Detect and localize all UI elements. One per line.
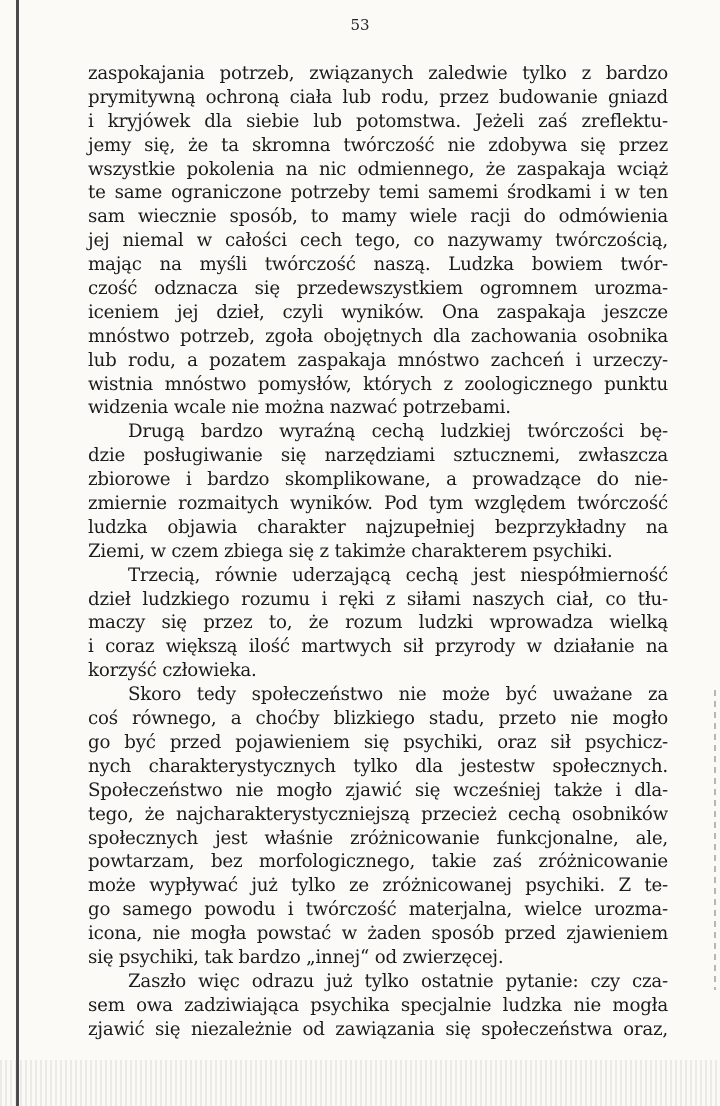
page-binding-edge <box>16 0 19 1106</box>
text-line: widzenia wcale nie można nazwać potrzebami. <box>88 397 511 419</box>
text-line: sem owa zadziwiająca psychika specjalnie ludzka nie mogła <box>88 994 668 1016</box>
text-line: nych charakterystycznych tylko dla jestestw społecznych. <box>88 755 668 777</box>
text-line: Skoro tedy społeczeństwo nie może być uważane za <box>128 684 668 706</box>
text-line: się psychiki, tak bardzo „innej“ od zwierzęcej. <box>88 946 504 968</box>
text-line: jemy się, że ta skromna twórczość nie zdobywa się przez <box>88 134 668 156</box>
text-line: zmiernie rozmaitych wyników. Pod tym względem twórczość <box>88 493 668 515</box>
page-number: 53 <box>350 16 370 34</box>
text-line: te same ograniczone potrzeby temi samemi środkami i w ten <box>88 182 668 204</box>
body-text <box>88 62 668 1042</box>
text-line: Ziemi, w czem zbiega się z takimże charakterem psychiki. <box>88 540 613 562</box>
text-line: go być przed pojawieniem się psychiki, oraz sił psychicz- <box>88 731 668 753</box>
text-line: dzie posługiwanie się narzędziami sztucznemi, zwłaszcza <box>88 445 668 467</box>
text-line: może wypływać już tylko ze zróżnicowanej psychiki. Z te- <box>88 875 668 897</box>
text-line: iceniem jej dzieł, czyli wyników. Ona zaspakaja jeszcze <box>88 301 668 323</box>
text-line: i coraz większą ilość martwych sił przyrody w działanie na <box>88 636 668 658</box>
text-line: prymitywną ochroną ciała lub rodu, przez budowanie gniazd <box>88 86 668 108</box>
text-line: powtarzam, bez morfologicznego, takie zaś zróżnicowanie <box>88 851 668 873</box>
text-line: Społeczeństwo nie mogło zjawić się wcześniej także i dla- <box>88 779 668 801</box>
text-line: Zaszło więc odrazu już tylko ostatnie pytanie: czy cza- <box>128 970 668 992</box>
text-line: go samego powodu i twórczość materjalna, wielce urozma- <box>88 899 668 921</box>
text-line: tego, że najcharakterystyczniejszą przecież cechą osobników <box>88 803 668 825</box>
text-line: coś równego, a choćby blizkiego stadu, przeto nie mogło <box>88 708 668 730</box>
text-line: zjawić się niezależnie od zawiązania się społeczeństwa oraz, <box>88 1018 668 1040</box>
text-line: dzieł ludzkiego rozumu i ręki z siłami naszych ciał, co tłu- <box>88 588 668 610</box>
text-line: korzyść człowieka. <box>88 660 257 682</box>
text-line: zbiorowe i bardzo skomplikowane, a prowadzące do nie- <box>88 469 668 491</box>
text-line: mając na myśli twórczość naszą. Ludzka bowiem twór- <box>88 254 668 276</box>
text-line: maczy się przez to, że rozum ludzki wprowadza wielką <box>88 612 668 634</box>
text-line: społecznych jest właśnie zróżnicowanie funkcjonalne, ale, <box>88 827 668 849</box>
scan-noise <box>0 1060 720 1106</box>
text-line: jej niemal w całości cech tego, co nazywamy twórczością, <box>88 230 668 252</box>
text-line: wszystkie pokolenia na nic odmiennego, że zaspakaja wciąż <box>88 158 668 180</box>
text-line: i kryjówek dla siebie lub potomstwa. Jeżeli zaś zreflektu- <box>88 110 668 132</box>
page-right-edge-mark <box>714 690 716 990</box>
text-line: mnóstwo potrzeb, zgoła obojętnych dla zachowania osobnika <box>88 325 668 347</box>
text-line: Trzecią, równie uderzającą cechą jest niespółmierność <box>128 564 668 586</box>
text-line: icona, nie mogła powstać w żaden sposób przed zjawieniem <box>88 923 668 945</box>
text-line: sam wiecznie sposób, to mamy wiele racji do odmówienia <box>88 206 668 228</box>
text-line: wistnia mnóstwo pomysłów, których z zoologicznego punktu <box>88 373 668 395</box>
text-line: zaspokajania potrzeb, związanych zaledwie tylko z bardzo <box>88 63 668 84</box>
text-line: Drugą bardzo wyraźną cechą ludzkiej twórczości bę- <box>128 421 668 443</box>
text-line: czość odznacza się przedewszystkiem ogromnem urozma- <box>88 278 668 300</box>
text-line: ludzka objawia charakter najzupełniej bezprzykładny na <box>88 516 668 538</box>
text-line: lub rodu, a pozatem zaspakaja mnóstwo zachceń i urzeczy- <box>88 349 668 371</box>
